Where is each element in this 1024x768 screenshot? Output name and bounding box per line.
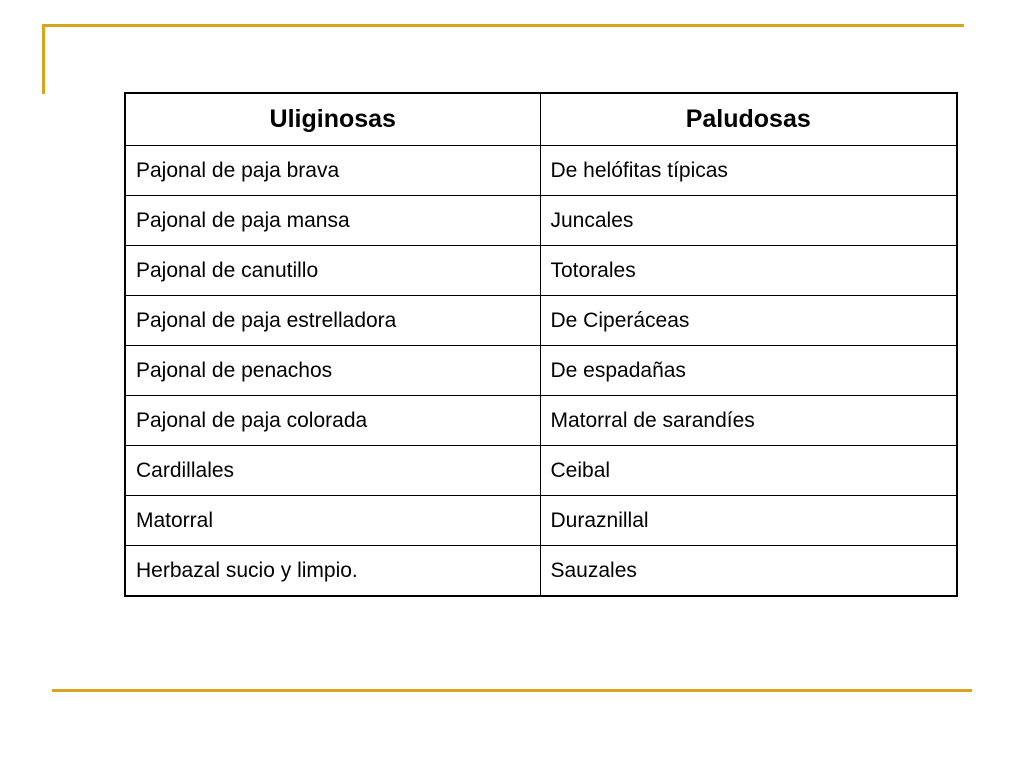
table-row: [125, 146, 957, 196]
cell-uliginosas: Pajonal de paja estrelladora: [125, 296, 540, 346]
table-header-row: [125, 93, 957, 146]
cell-uliginosas: Pajonal de paja colorada: [125, 396, 540, 446]
table-row: [125, 346, 957, 396]
decorative-bottom-line: [52, 689, 972, 692]
table-row: [125, 396, 957, 446]
decorative-top-line: [42, 24, 964, 27]
cell-paludosas: Totorales: [540, 246, 957, 296]
cell-paludosas: Matorral de sarandíes: [540, 396, 957, 446]
cell-paludosas: De Ciperáceas: [540, 296, 957, 346]
cell-uliginosas: Pajonal de canutillo: [125, 246, 540, 296]
table-row: [125, 546, 957, 597]
decorative-left-line: [42, 24, 45, 94]
cell-paludosas: De helófitas típicas: [540, 146, 957, 196]
cell-paludosas: Juncales: [540, 196, 957, 246]
cell-uliginosas: Matorral: [125, 496, 540, 546]
table-row: [125, 496, 957, 546]
table-row: [125, 196, 957, 246]
cell-uliginosas: Herbazal sucio y limpio.: [125, 546, 540, 597]
cell-uliginosas: Pajonal de paja brava: [125, 146, 540, 196]
cell-uliginosas: Pajonal de paja mansa: [125, 196, 540, 246]
table-row: [125, 296, 957, 346]
header-uliginosas: Uliginosas: [125, 93, 540, 146]
cell-paludosas: De espadañas: [540, 346, 957, 396]
table-row: [125, 246, 957, 296]
vegetation-table: [124, 92, 958, 597]
cell-uliginosas: Cardillales: [125, 446, 540, 496]
cell-paludosas: Sauzales: [540, 546, 957, 597]
table-row: [125, 446, 957, 496]
cell-uliginosas: Pajonal de penachos: [125, 346, 540, 396]
cell-paludosas: Ceibal: [540, 446, 957, 496]
header-paludosas: Paludosas: [540, 93, 957, 146]
cell-paludosas: Duraznillal: [540, 496, 957, 546]
